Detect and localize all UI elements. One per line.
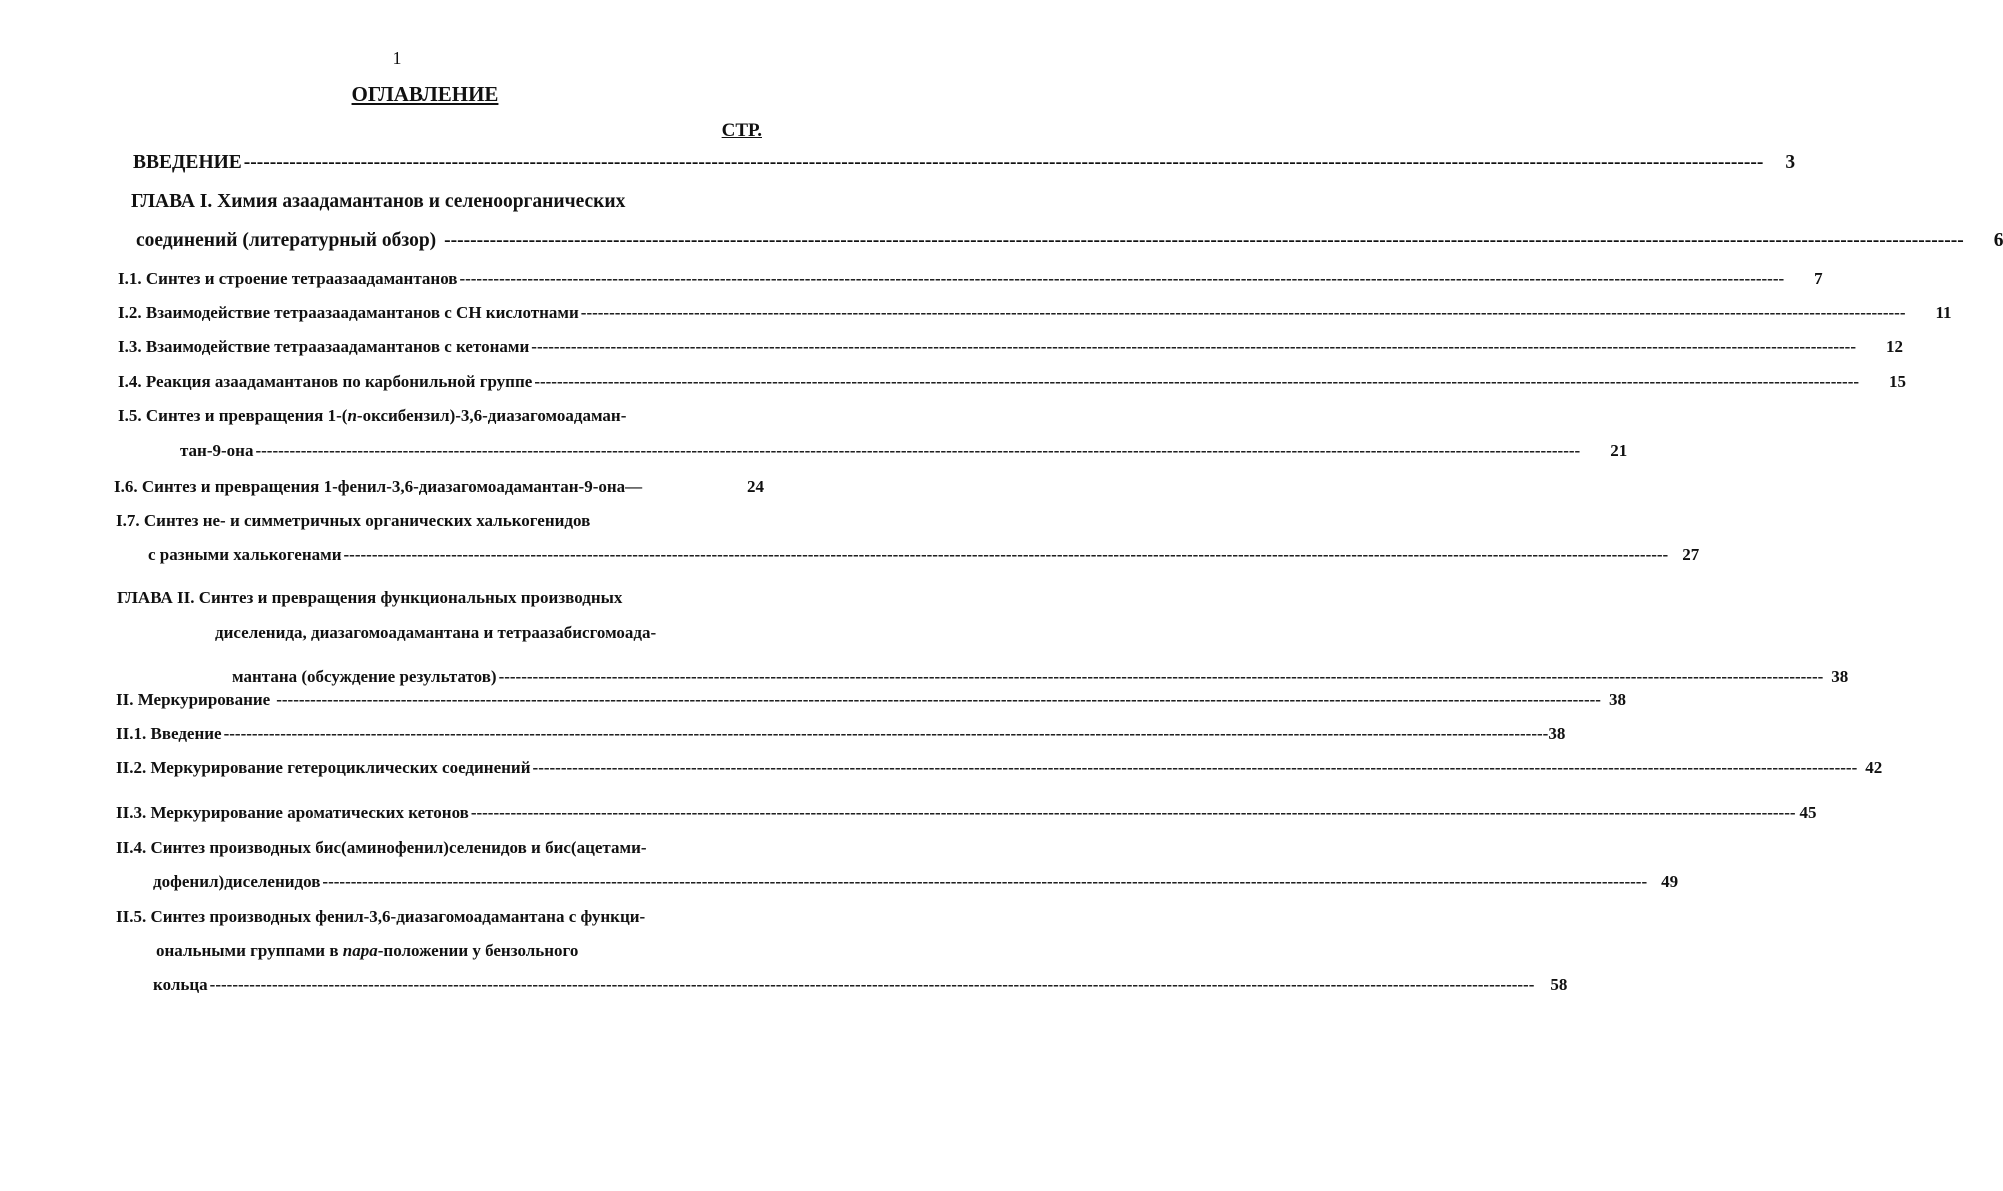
dot-leader: ------------------------------------------------------------------------------------------------------------------------------------------------------------------------------------------------------------------------------------------ — [322, 872, 1648, 891]
toc-entry-text: II.2. Меркурирование гетероциклических соединений — [116, 758, 531, 777]
toc-entry-text: I.7. Синтез не- и симметричных органических халькогенидов — [116, 511, 591, 530]
toc-entry-2-3 — [116, 803, 1817, 823]
toc-page-number: 49 — [1661, 872, 1679, 891]
toc-page-number: 45 — [1799, 803, 1817, 822]
toc-entry-1-7-line-1 — [116, 511, 590, 531]
toc-entry-text: I.2. Взаимодействие тетраазаадамантанов с СН кислотнами — [118, 303, 579, 322]
toc-entry-text: диселенида, диазагомоадамантана и тетраазабисгомоада- — [215, 623, 657, 642]
toc-entry-text: I.3. Взаимодействие тетраазаадамантанов с кетонами — [118, 337, 530, 356]
toc-entry-text: соединений (литературный обзор) — [136, 230, 437, 251]
toc-page-number: 38 — [1608, 690, 1626, 709]
toc-entry-text: I.1. Синтез и строение тетраазаадамантанов — [118, 269, 458, 288]
toc-entry-text: кольца — [153, 975, 208, 994]
toc-entry-text: ВВЕДЕНИЕ — [133, 152, 242, 173]
dot-leader: ------------------------------------------------------------------------------------------------------------------------------------------------------------------------------------------------------------------------------------------ — [531, 337, 1856, 356]
dot-leader: ------------------------------------------------------------------------------------------------------------------------------------------------------------------------------------------------------------------------------------------ — [276, 690, 1601, 709]
toc-page-number: 7 — [1814, 269, 1823, 288]
toc-entry-text: II.3. Меркурирование ароматических кетонов — [116, 803, 469, 822]
toc-chapter-2-line-2 — [215, 623, 656, 643]
toc-page-number: 38 — [1831, 667, 1849, 686]
toc-entry-1-3 — [118, 337, 1903, 357]
toc-entry-2 — [116, 690, 1626, 710]
toc-entry-text: мантана (обсуждение результатов) — [232, 667, 497, 686]
dot-leader: ------------------------------------------------------------------------------------------------------------------------------------------------------------------------------------------------------------------------------------------ — [343, 545, 1669, 564]
toc-entry-text: тан-9-она — [180, 441, 254, 460]
dot-leader: ------------------------------------------------------------------------------------------------------------------------------------------------------------------------------------------------------------------------------------------ — [498, 667, 1824, 686]
toc-entry-text: II. Меркурирование — [116, 690, 271, 709]
dot-leader: ------------------------------------------------------------------------------------------------------------------------------------------------------------------------------------------------------------------------------------------ — [580, 303, 1906, 322]
toc-chapter-2-line-3 — [232, 667, 1849, 687]
page-number: 1 — [392, 48, 402, 68]
toc-entry-text: II.4. Синтез производных бис(аминофенил)селенидов и бис(ацетами- — [116, 838, 647, 857]
toc-entry-1-2 — [118, 303, 1952, 323]
toc-page-number: 27 — [1682, 545, 1700, 564]
toc-entry-text: ГЛАВА I. Химия азаадамантанов и селеноорганических — [131, 191, 626, 212]
toc-page-number: 6 — [1993, 230, 2003, 251]
dot-leader: ------------------------------------------------------------------------------------------------------------------------------------------------------------------------------------------------------------------------------------------ — [534, 372, 1860, 391]
toc-entry-text: II.5. Синтез производных фенил-3,6-диазагомоадамантана с функци- — [116, 907, 646, 926]
toc-entry-text: ональными группами в пара-положении у бензольного — [156, 941, 579, 960]
toc-entry-2-5-line-2 — [156, 941, 578, 961]
toc-page-number: 21 — [1610, 441, 1628, 460]
dot-leader: ------------------------------------------------------------------------------------------------------------------------------------------------------------------------------------------------------------------------------------------ — [470, 803, 1796, 822]
toc-page-number: 11 — [1935, 303, 1952, 322]
toc-entry-1-6 — [114, 477, 764, 497]
toc-entry-2-4-line-2 — [153, 872, 1679, 892]
toc-page-number: 15 — [1889, 372, 1907, 391]
dot-leader: ------------------------------------------------------------------------------------------------------------------------------------------------------------------------------------------------------------------------------------------ — [223, 724, 1549, 743]
dot-leader: ------------------------------------------------------------------------------------------------------------------------------------------------------------------------------------------------------------------------------------------ — [255, 441, 1581, 460]
page-title: ОГЛАВЛЕНИЕ — [351, 82, 499, 106]
toc-chapter-2-line-1 — [117, 588, 622, 608]
toc-chapter-1-line-1 — [131, 191, 625, 213]
toc-page-number: 12 — [1886, 337, 1903, 356]
dot-leader: ------------------------------------------------------------------------------------------------------------------------------------------------------------------------------------------------------------------------------------------ — [243, 152, 1764, 173]
toc-entry-2-4-line-1 — [116, 838, 647, 858]
toc-page-number: 42 — [1865, 758, 1883, 777]
toc-entry-text: II.1. Введение — [116, 724, 222, 743]
page-column-label: СТР. — [721, 120, 762, 141]
toc-entry-text: I.4. Реакция азаадамантанов по карбонильной группе — [118, 372, 533, 391]
toc-chapter-1-line-2 — [136, 230, 2003, 252]
toc-entry-1-5-line-1 — [118, 406, 626, 426]
toc-entry-2-1 — [116, 724, 1566, 744]
toc-entry-1-7-line-2 — [148, 545, 1700, 565]
toc-page-number: 38 — [1548, 724, 1566, 743]
dot-leader: ------------------------------------------------------------------------------------------------------------------------------------------------------------------------------------------------------------------------------------------ — [444, 230, 1964, 251]
toc-entry-introduction — [133, 152, 1796, 174]
dot-leader: ------------------------------------------------------------------------------------------------------------------------------------------------------------------------------------------------------------------------------------------ — [459, 269, 1785, 288]
toc-entry-text: I.5. Синтез и превращения 1-(п-оксибензил)-3,6-диазагомоадаман- — [118, 406, 627, 425]
toc-entry-2-5-line-3 — [153, 975, 1568, 995]
toc-entry-2-5-line-1 — [116, 907, 645, 927]
toc-entry-1-1 — [118, 269, 1823, 289]
dot-leader: ------------------------------------------------------------------------------------------------------------------------------------------------------------------------------------------------------------------------------------------ — [532, 758, 1858, 777]
toc-entry-2-2 — [116, 758, 1883, 778]
toc-entry-text: с разными халькогенами — [148, 545, 342, 564]
dot-leader: ------------------------------------------------------------------------------------------------------------------------------------------------------------------------------------------------------------------------------------------ — [209, 975, 1535, 994]
toc-page-number: 58 — [1550, 975, 1568, 994]
toc-entry-text: I.6. Синтез и превращения 1-фенил-3,6-диазагомоадамантан-9-она— — [114, 477, 643, 496]
toc-entry-1-4 — [118, 372, 1907, 392]
toc-page-number: 3 — [1785, 152, 1796, 173]
toc-entry-text: ГЛАВА II. Синтез и превращения функциональных производных — [117, 588, 623, 607]
toc-entry-text: дофенил)диселенидов — [153, 872, 321, 891]
toc-entry-1-5-line-2 — [180, 441, 1628, 461]
toc-page-number: 24 — [747, 477, 764, 496]
